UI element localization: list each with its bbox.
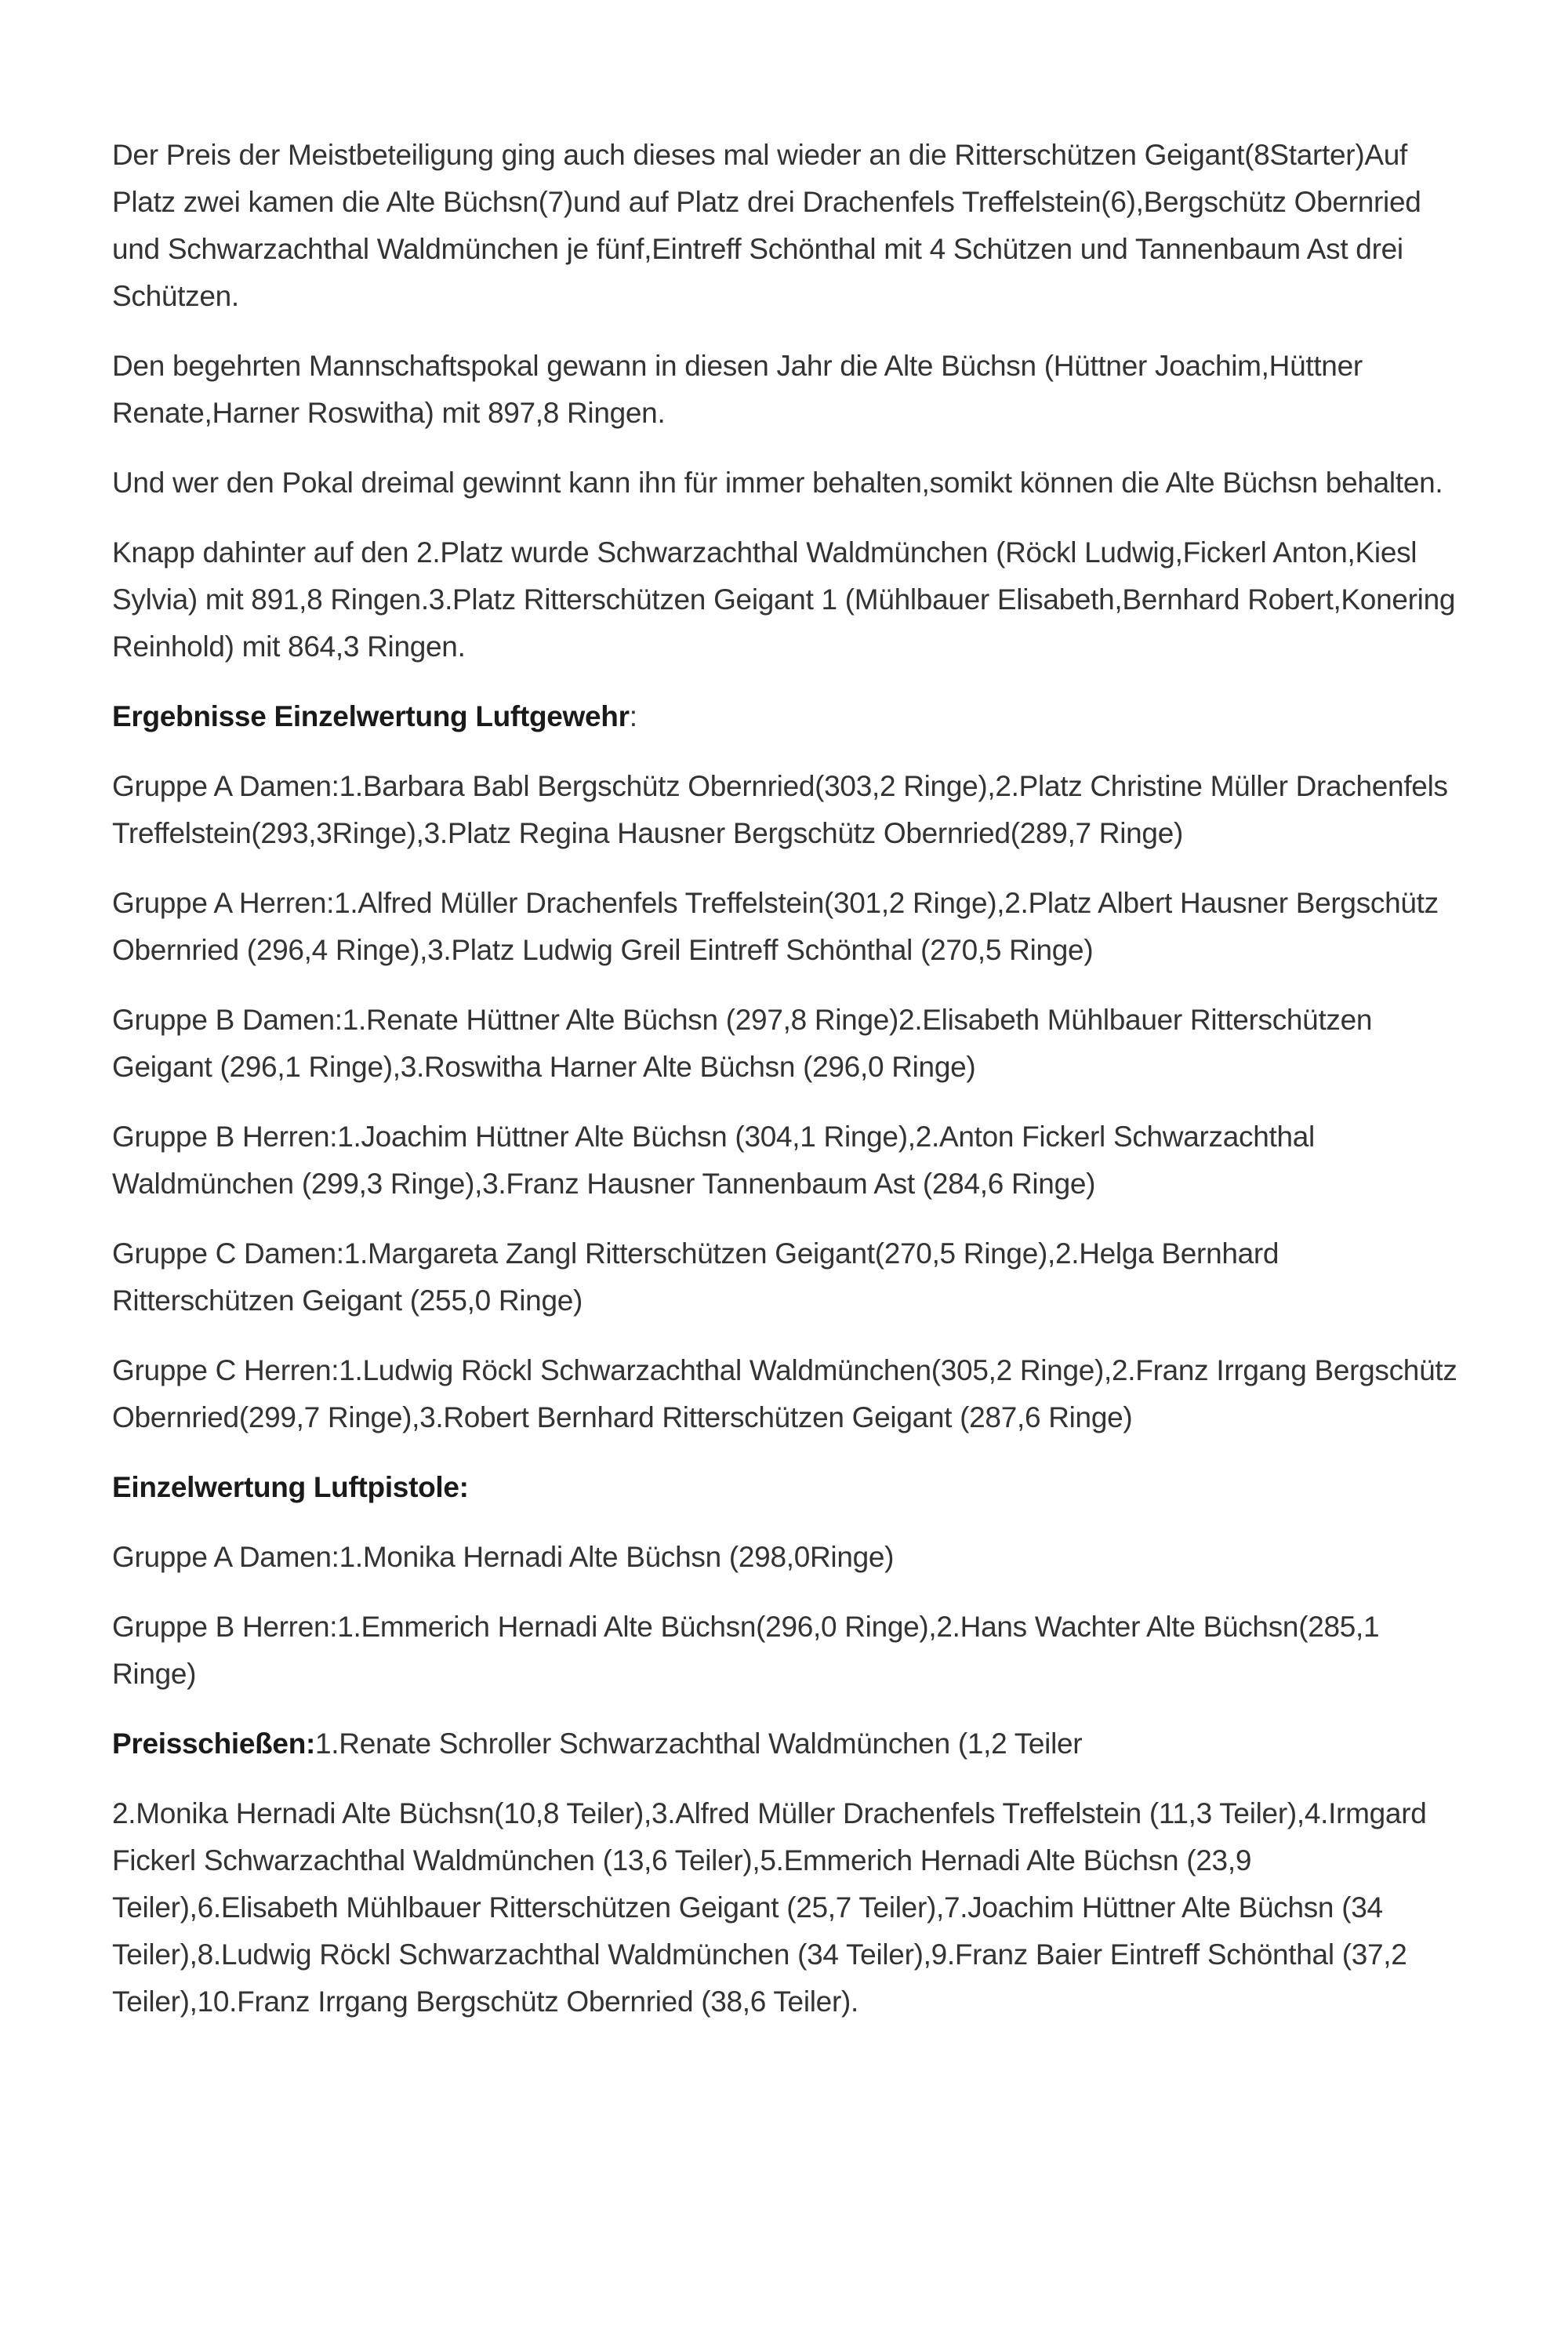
prize-shooting-first — [112, 1720, 1461, 1767]
document-page — [112, 132, 1461, 2048]
intro-paragraph: Der Preis der Meistbeteiligung ging auch dieses mal wieder an die Ritterschützen Geigant(8Starter)Auf Platz zwei kamen die Alte Büchsn(7)und auf Platz drei Drachenfels Treffelstein(6),Bergschütz Obernried und Schwarzachthal Waldmünchen je fünf,Eintreff Schönthal mit 4 Schützen und Tannenbaum Ast drei Schützen. — [112, 139, 1421, 312]
rifle-result-group-b-herren: Gruppe B Herren:1.Joachim Hüttner Alte Büchsn (304,1 Ringe),2.Anton Fickerl Schwarzachthal Waldmünchen (299,3 Ringe),3.Franz Hausner Tannenbaum Ast (284,6 Ringe) — [112, 1121, 1315, 1200]
prize-first-place: 1.Renate Schroller Schwarzachthal Waldmünchen (1,2 Teiler — [315, 1727, 1083, 1760]
trophy-rule-paragraph: Und wer den Pokal dreimal gewinnt kann ihn für immer behalten,somikt können die Alte Büchsn behalten. — [112, 467, 1443, 499]
rifle-result-group-a-damen: Gruppe A Damen:1.Barbara Babl Bergschütz Obernried(303,2 Ringe),2.Platz Christine Müller Drachenfels Treffelstein(293,3Ringe),3.Platz Regina Hausner Bergschütz Obernried(289,7 Ringe) — [112, 770, 1448, 849]
pistol-result-group-b-herren: Gruppe B Herren:1.Emmerich Hernadi Alte Büchsn(296,0 Ringe),2.Hans Wachter Alte Büchsn(285,1 Ringe) — [112, 1611, 1380, 1690]
rifle-result-group-c-herren: Gruppe C Herren:1.Ludwig Röckl Schwarzachthal Waldmünchen(305,2 Ringe),2.Franz Irrgang Bergschütz Obernried(299,7 Ringe),3.Robert Bernhard Ritterschützen Geigant (287,6 Ringe) — [112, 1354, 1457, 1433]
rifle-result-group-b-damen: Gruppe B Damen:1.Renate Hüttner Alte Büchsn (297,8 Ringe)2.Elisabeth Mühlbauer Ritterschützen Geigant (296,1 Ringe),3.Roswitha Harner Alte Büchsn (296,0 Ringe) — [112, 1004, 1373, 1083]
rifle-heading-colon: : — [629, 700, 637, 732]
rifle-heading-text: Ergebnisse Einzelwertung Luftgewehr — [112, 700, 630, 732]
rifle-result-group-a-herren: Gruppe A Herren:1.Alfred Müller Drachenfels Treffelstein(301,2 Ringe),2.Platz Albert Hausner Bergschütz Obernried (296,4 Ringe),3.Platz Ludwig Greil Eintreff Schönthal (270,5 Ringe) — [112, 887, 1439, 966]
pistol-section-heading: Einzelwertung Luftpistole: — [112, 1471, 469, 1503]
runners-up-paragraph: Knapp dahinter auf den 2.Platz wurde Schwarzachthal Waldmünchen (Röckl Ludwig,Fickerl Anton,Kiesl Sylvia) mit 891,8 Ringen.3.Platz Ritterschützen Geigant 1 (Mühlbauer Elisabeth,Bernhard Robert,Konering Reinhold) mit 864,3 Ringen. — [112, 536, 1456, 663]
rifle-section-heading — [112, 693, 1461, 740]
pistol-result-group-a-damen: Gruppe A Damen:1.Monika Hernadi Alte Büchsn (298,0Ringe) — [112, 1541, 895, 1573]
prize-shooting-rest: 2.Monika Hernadi Alte Büchsn(10,8 Teiler),3.Alfred Müller Drachenfels Treffelstein (11,3 Teiler),4.Irmgard Fickerl Schwarzachthal Waldmünchen (13,6 Teiler),5.Emmerich Hernadi Alte Büchsn (23,9 Teiler),6.Elisabeth Mühlbauer Ritterschützen Geigant (25,7 Teiler),7.Joachim Hüttner Alte Büchsn (34 Teiler),8.Ludwig Röckl Schwarzachthal Waldmünchen (34 Teiler),9.Franz Baier Eintreff Schönthal (37,2 Teiler),10.Franz Irrgang Bergschütz Obernried (38,6 Teiler). — [112, 1797, 1427, 2018]
prize-heading: Preisschießen: — [112, 1727, 316, 1760]
team-trophy-paragraph: Den begehrten Mannschaftspokal gewann in diesen Jahr die Alte Büchsn (Hüttner Joachim,Hüttner Renate,Harner Roswitha) mit 897,8 Ringen. — [112, 350, 1363, 429]
rifle-result-group-c-damen: Gruppe C Damen:1.Margareta Zangl Ritterschützen Geigant(270,5 Ringe),2.Helga Bernhard Ritterschützen Geigant (255,0 Ringe) — [112, 1237, 1279, 1317]
